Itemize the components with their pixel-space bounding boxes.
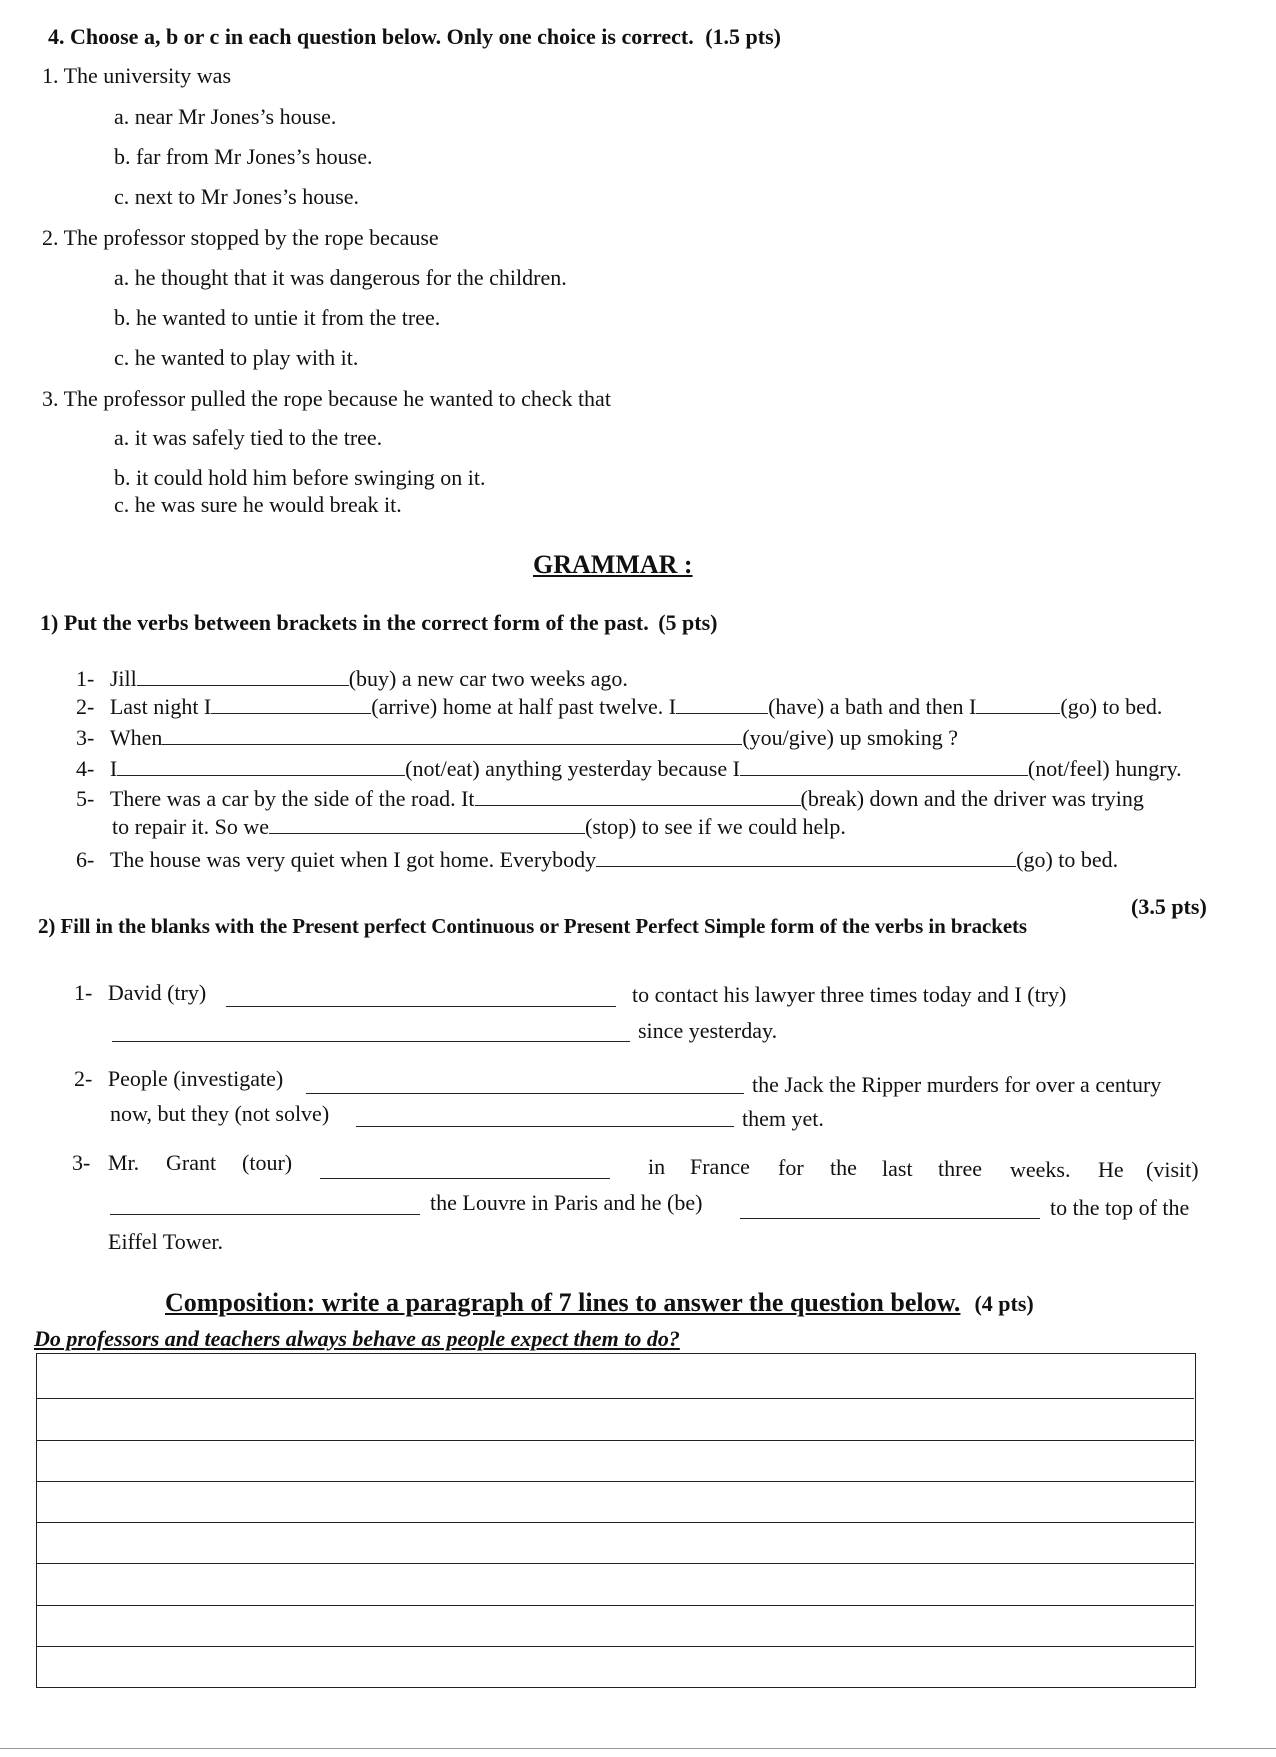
writing-line: [36, 1605, 1194, 1606]
ex1-item-3: [76, 724, 958, 751]
question-3-option-c: c. he was sure he would break it.: [114, 492, 402, 517]
ex1-item-5: [76, 785, 1144, 812]
answer-blank[interactable]: [320, 1158, 610, 1179]
item-text: for: [778, 1155, 804, 1180]
ex2-item-2-end: them yet.: [742, 1106, 824, 1131]
item-number: 1-: [76, 666, 95, 691]
ex2-item-2-text: the Jack the Ripper murders for over a century: [752, 1072, 1162, 1097]
answer-blank[interactable]: [110, 1194, 420, 1215]
item-text: (not/eat) anything yesterday because I: [405, 756, 740, 781]
composition-title: Composition: write a paragraph of 7 lines to answer the question below.: [165, 1288, 961, 1317]
ex2-item-1-text: to contact his lawyer three times today and I (try): [632, 982, 1067, 1007]
section-4-heading-text: 4. Choose a, b or c in each question below. Only one choice is correct.: [48, 24, 694, 49]
item-text: weeks.: [1010, 1157, 1071, 1182]
answer-blank[interactable]: [117, 755, 405, 776]
answer-blank[interactable]: [211, 693, 371, 714]
answer-blank[interactable]: [306, 1073, 744, 1094]
item-text: the: [830, 1155, 857, 1180]
item-number: 2-: [74, 1066, 93, 1091]
item-text: When: [109, 725, 163, 750]
answer-blank[interactable]: [740, 1198, 1040, 1219]
question-2-option-c: c. he wanted to play with it.: [114, 345, 359, 370]
answer-blank[interactable]: [356, 1106, 734, 1127]
item-text: (you/give) up smoking ?: [742, 725, 959, 750]
ex2-item-1: [74, 980, 206, 1006]
ex1-item-5-continued: [112, 813, 846, 840]
item-text: He: [1098, 1157, 1124, 1182]
answer-blank[interactable]: [596, 846, 1016, 867]
item-text: (go) to bed.: [1060, 694, 1163, 719]
answer-blank[interactable]: [226, 986, 616, 1007]
question-1-option-c: c. next to Mr Jones’s house.: [114, 184, 360, 209]
item-text: (have) a bath and then I: [768, 694, 977, 719]
exercise-2-points: (3.5 pts): [1131, 894, 1207, 919]
ex2-item-3-text2: to the top of the: [1050, 1195, 1190, 1220]
question-1-option-b: b. far from Mr Jones’s house.: [114, 144, 373, 169]
item-text: There was a car by the side of the road. It: [109, 786, 475, 811]
item-text: The house was very quiet when I got home. Everybody: [109, 847, 597, 872]
item-text: (go) to bed.: [1016, 847, 1119, 872]
question-3: 3. The professor pulled the rope because he wanted to check that: [42, 386, 611, 411]
ex1-item-4: [76, 755, 1182, 782]
item-text: Jill: [109, 666, 137, 691]
page-bottom-edge: [0, 1748, 1276, 1749]
grammar-title: GRAMMAR :: [533, 550, 693, 579]
composition-points: (4 pts): [974, 1291, 1034, 1316]
item-text: last: [882, 1156, 913, 1181]
item-number: 6-: [76, 847, 95, 872]
item-number: 1-: [74, 980, 93, 1005]
item-text: (arrive) home at half past twelve. I: [371, 694, 677, 719]
item-text: (tour): [242, 1150, 293, 1175]
exercise-1-heading: [40, 610, 718, 636]
writing-line: [36, 1522, 1194, 1523]
writing-line: [36, 1398, 1194, 1399]
exercise-1-points: (5 pts): [658, 610, 718, 635]
answer-blank[interactable]: [976, 693, 1060, 714]
ex1-item-2: [76, 693, 1162, 720]
item-number: 3-: [76, 725, 95, 750]
item-text: (not/feel) hungry.: [1027, 756, 1182, 781]
ex2-item-3-number: 3-: [72, 1150, 91, 1175]
ex1-item-1: [76, 665, 628, 692]
item-number: 5-: [76, 786, 95, 811]
question-1-option-a: a. near Mr Jones’s house.: [114, 104, 337, 129]
exercise-2-heading: 2) Fill in the blanks with the Present perfect Continuous or Present Perfect Simple form of the verbs in brackets: [38, 914, 1028, 938]
writing-line: [36, 1481, 1194, 1482]
question-2: 2. The professor stopped by the rope because: [42, 225, 439, 250]
item-text: David (try): [107, 980, 207, 1005]
item-text: Last night I: [109, 694, 212, 719]
item-text: (visit): [1146, 1157, 1199, 1182]
item-text: (break) down and the driver was trying: [800, 786, 1144, 811]
answer-blank[interactable]: [269, 813, 585, 834]
answer-blank[interactable]: [137, 665, 349, 686]
answer-blank[interactable]: [112, 1021, 630, 1042]
item-text: Grant: [166, 1150, 217, 1175]
writing-line: [36, 1440, 1194, 1441]
ex2-item-3-end: Eiffel Tower.: [108, 1229, 223, 1254]
item-number: 4-: [76, 756, 95, 781]
question-2-option-a: a. he thought that it was dangerous for the children.: [114, 265, 567, 290]
ex2-item-2: [74, 1066, 283, 1092]
exercise-1-heading-text: 1) Put the verbs between brackets in the correct form of the past.: [40, 610, 649, 635]
ex2-item-1-end: since yesterday.: [638, 1018, 778, 1043]
question-3-option-b: b. it could hold him before swinging on it.: [114, 465, 486, 490]
item-text: (buy) a new car two weeks ago.: [348, 666, 628, 691]
item-text: I: [109, 756, 118, 781]
item-text: Mr.: [108, 1150, 140, 1175]
ex2-item-3-text: the Louvre in Paris and he (be): [430, 1190, 703, 1215]
section-4-heading: [48, 24, 781, 50]
composition-question: Do professors and teachers always behave as people expect them to do?: [34, 1326, 680, 1351]
writing-line: [36, 1563, 1194, 1564]
item-number: 2-: [76, 694, 95, 719]
answer-blank[interactable]: [740, 755, 1028, 776]
item-text: three: [938, 1156, 982, 1181]
section-4-points: (1.5 pts): [705, 24, 781, 49]
item-text: (stop) to see if we could help.: [585, 814, 846, 839]
ex1-item-6: [76, 846, 1118, 873]
item-text: to repair it. So we: [112, 814, 270, 839]
question-1: 1. The university was: [42, 63, 232, 88]
writing-box[interactable]: [36, 1353, 1196, 1688]
question-2-option-b: b. he wanted to untie it from the tree.: [114, 305, 441, 330]
ex2-item-2-line2: now, but they (not solve): [110, 1101, 330, 1126]
answer-blank[interactable]: [676, 693, 768, 714]
question-3-option-a: a. it was safely tied to the tree.: [114, 425, 383, 450]
item-text: in: [648, 1154, 666, 1179]
writing-line: [36, 1646, 1194, 1647]
composition-heading: [165, 1288, 1034, 1318]
item-text: France: [690, 1154, 750, 1179]
answer-blank[interactable]: [162, 724, 742, 745]
item-text: People (investigate): [107, 1066, 284, 1091]
answer-blank[interactable]: [475, 785, 801, 806]
